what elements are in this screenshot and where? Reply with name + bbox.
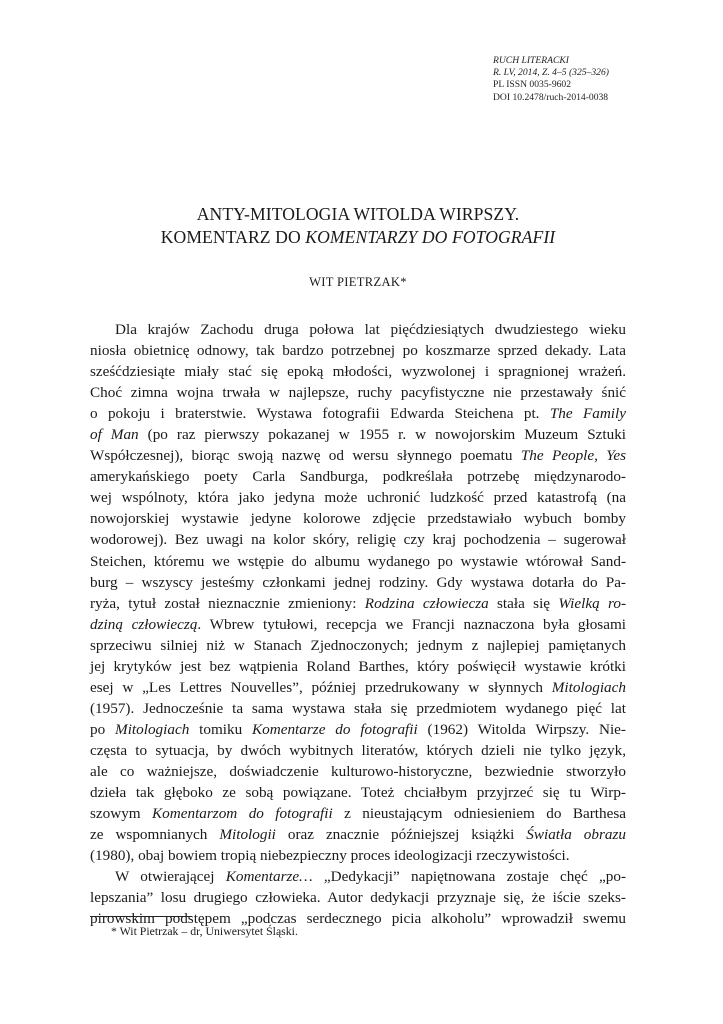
text-segment: dzieła tak głęboko ze sobą powiązane. Toteż chciałbym przyjrzeć się tu Wirp- <box>90 784 626 802</box>
italic-segment: The People, Yes <box>520 447 626 465</box>
text-segment: wodorowej). Bez uwagi na kolor skóry, religię czy kraj pochodzenia – sugerował <box>90 531 626 549</box>
text-segment: o pokoju i braterstwie. Wystawa fotografii Edwarda Steichena pt. <box>90 405 550 423</box>
journal-issn: PL ISSN 0035-9602 <box>493 79 572 91</box>
text-segment: Steichen, któremu we wstępie do albumu wydanego po wystawie wtórował Sand- <box>90 552 626 570</box>
text-segment: jej krytyków jest bez wątpienia Roland Barthes, który poświęcił wystawie krótki <box>90 657 626 675</box>
italic-segment: Komentarze do fotografii <box>252 720 418 738</box>
journal-volume: R. LV, 2014, Z. 4–5 (325–326) <box>493 67 609 79</box>
title-line-2 <box>90 226 626 249</box>
text-segment: amerykańskiego poety Carla Sandburga, podkreślała potrzebę międzynarodo- <box>90 468 626 486</box>
text-segment: po <box>90 720 116 738</box>
italic-segment: Mitologiach <box>551 678 626 696</box>
article-title <box>90 203 626 249</box>
body-line <box>90 403 626 424</box>
body-line <box>90 845 626 866</box>
text-segment: . Wbrew tytułowi, recepcja we Francji naznaczona była głosami <box>197 615 626 633</box>
text-segment: z nieustającym odniesieniem do Barthesa <box>332 805 627 823</box>
text-segment: wej wspólnoty, która jako jedyna może uchronić ludzkość przed katastrofą (na <box>90 489 626 507</box>
text-segment: ale co ważniejsze, doświadczenie kulturowo-historyczne, bezwiednie stworzyło <box>90 762 626 780</box>
italic-segment: Mitologii <box>219 826 276 844</box>
text-segment: nowojorskiej wystawie jedyne kolorowe zdjęcie przedstawiało wybuch bomby <box>90 510 626 528</box>
body-line <box>90 698 626 719</box>
text-segment: ryża, tytuł został nieznacznie zmieniony: <box>90 594 365 612</box>
body-line <box>90 361 626 382</box>
body-line <box>90 824 626 845</box>
body-line <box>90 572 626 593</box>
body-line <box>90 866 626 887</box>
article-body <box>90 319 626 929</box>
body-line <box>90 887 626 908</box>
body-line <box>90 593 626 614</box>
title-line-2-plain: KOMENTARZ DO <box>160 227 306 247</box>
text-segment: W otwierającej <box>115 868 226 886</box>
body-line <box>90 761 626 782</box>
body-line <box>90 803 626 824</box>
body-line <box>90 529 626 550</box>
italic-segment: Mitologiach <box>115 720 190 738</box>
italic-segment: dziną człowieczą <box>90 615 198 633</box>
body-line <box>90 424 626 445</box>
text-segment: (1962) Witolda Wirpszy. Nie- <box>417 720 626 738</box>
italic-segment: The Family <box>549 405 626 423</box>
text-segment: stała się <box>488 594 559 612</box>
body-line <box>90 319 626 340</box>
body-line <box>90 656 626 677</box>
footnote-divider <box>90 916 192 917</box>
body-line <box>90 740 626 761</box>
journal-header <box>493 55 609 104</box>
journal-doi: DOI 10.2478/ruch-2014-0038 <box>493 91 609 103</box>
body-line <box>90 719 626 740</box>
title-line-1: ANTY-MITOLOGIA WITOLDA WIRPSZY. <box>196 204 520 224</box>
text-segment: sześćdziesiąte miały stać się epoką młodości, wyzwolonej i spragnionej wrażeń. <box>90 363 626 381</box>
text-segment: esej w „Les Lettres Nouvelles”, później przedrukowany w słynnych <box>90 678 552 696</box>
text-segment: sprzeciwu silniej niż w Stanach Zjednoczonych; jednym z najlepiej pamiętanych <box>90 636 626 654</box>
text-segment: szowym <box>90 805 153 823</box>
text-segment: (1980), obaj bowiem tropią niebezpieczny proces ideologizacji rzeczywistości. <box>90 847 570 865</box>
text-segment: (1957). Jednocześnie ta sama wystawa stała się przedmiotem wydanego pięć lat <box>90 699 626 717</box>
text-segment: lepszania” losu drugiego człowieka. Autor dedykacji przyznaje się, że iście szeks- <box>90 889 626 907</box>
text-segment: częsta to sytuacja, by dwóch wybitnych literatów, których dzieli nie tylko język, <box>90 741 626 759</box>
italic-segment: Komentarze… <box>225 868 313 886</box>
italic-segment: Rodzina człowiecza <box>364 594 489 612</box>
body-line <box>90 508 626 529</box>
text-segment: tomiku <box>189 720 253 738</box>
body-line <box>90 782 626 803</box>
body-line <box>90 551 626 572</box>
text-segment: (po raz pierwszy pokazanej w 1955 r. w nowojorskim Muzeum Sztuki <box>138 426 627 444</box>
italic-segment: Wielką ro- <box>558 594 627 612</box>
text-segment: ze wspomnianych <box>90 826 220 844</box>
body-line <box>90 340 626 361</box>
journal-name: RUCH LITERACKI <box>493 55 569 66</box>
italic-segment: Komentarzom do fotografii <box>152 805 333 823</box>
body-line <box>90 677 626 698</box>
text-segment: pirowskim podstępem „podczas serdecznego picia alkoholu” wprowadził swemu <box>90 910 626 928</box>
body-line <box>90 614 626 635</box>
italic-segment: of Man <box>90 426 139 444</box>
body-line <box>90 466 626 487</box>
body-line <box>90 445 626 466</box>
body-line <box>90 487 626 508</box>
title-line-2-italic: KOMENTARZY DO FOTOGRAFII <box>305 227 556 247</box>
article-author: WIT PIETRZAK* <box>309 275 407 289</box>
text-segment: Współczesnej), biorąc swoją nazwę od wersu słynnego poematu <box>90 447 521 465</box>
text-segment: oraz znacznie późniejszej książki <box>275 826 527 844</box>
italic-segment: Światła obrazu <box>526 826 626 844</box>
text-segment: niosła obietnicę odnowy, tak bardzo potrzebnej po koszmarze sprzed dekady. Lata <box>90 342 626 360</box>
footnote: * Wit Pietrzak – dr, Uniwersytet Śląski. <box>111 924 298 938</box>
text-segment: Dla krajów Zachodu druga połowa lat pięćdziesiątych dwudziestego wieku <box>115 321 626 338</box>
text-segment: burg – wszyscy jesteśmy członkami jednej rodziny. Gdy wystawa dotarła do Pa- <box>90 573 626 591</box>
body-line <box>90 382 626 403</box>
text-segment: „Dedykacji” napiętnowana zostaje chęć „po- <box>312 868 627 886</box>
text-segment: Choć zimna wojna trwała w najlepsze, ruchy pacyfistyczne nie przestawały śnić <box>90 384 626 402</box>
body-line <box>90 635 626 656</box>
